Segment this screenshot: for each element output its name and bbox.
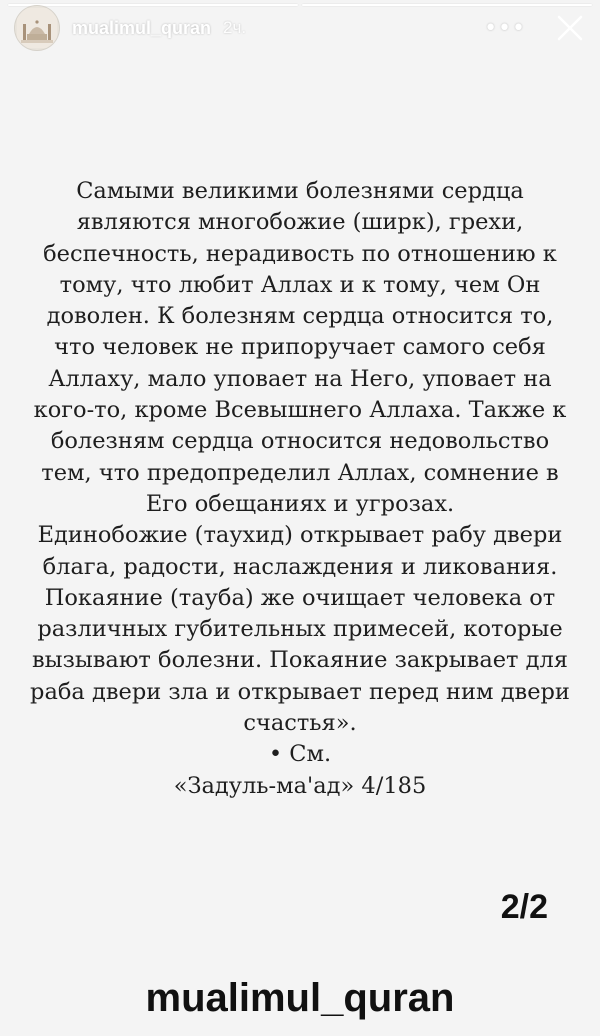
footer-handle: mualimul_quran — [145, 976, 455, 1020]
mosque-logo-icon — [17, 8, 57, 48]
story-reference-source: «Задуль-ма'ад» 4/185 — [173, 772, 427, 799]
story-username[interactable]: mualimul_quran — [72, 17, 212, 38]
avatar[interactable] — [14, 5, 60, 51]
story-timestamp: 2ч. — [223, 18, 247, 37]
story-reference-prefix: • См. — [268, 741, 332, 768]
more-options-button[interactable]: ••• — [484, 15, 526, 41]
story-body-text — [30, 176, 570, 802]
page-indicator: 2/2 — [500, 888, 548, 926]
story-header — [14, 6, 586, 50]
story-paragraph-2: Единобожие (таухид) открывает рабу двери блага, радости, наслаждения и ликования. Покаяние (тауба) же очищает человека от различных губительных примесей, которые вызывают болезни. Покаяние закрывает для раба двери зла и открывает перед ним двери счастья». — [30, 522, 570, 737]
story-paragraph-1: Самыми великими болезнями сердца являются многобожие (ширк), грехи, беспечность, нерадивость по отношению к тому, что любит Аллах и к тому, чем Он доволен. К болезням сердца относится то, что человек не припоручает самого себя Аллаху, мало уповает на Него, уповает на кого-то, кроме Всевышнего Аллаха. Также к болезням сердца относится недовольство тем, что предопределил Аллах, сомнение в Его обещаниях и угрозах. — [33, 178, 567, 517]
close-icon[interactable] — [554, 12, 586, 44]
